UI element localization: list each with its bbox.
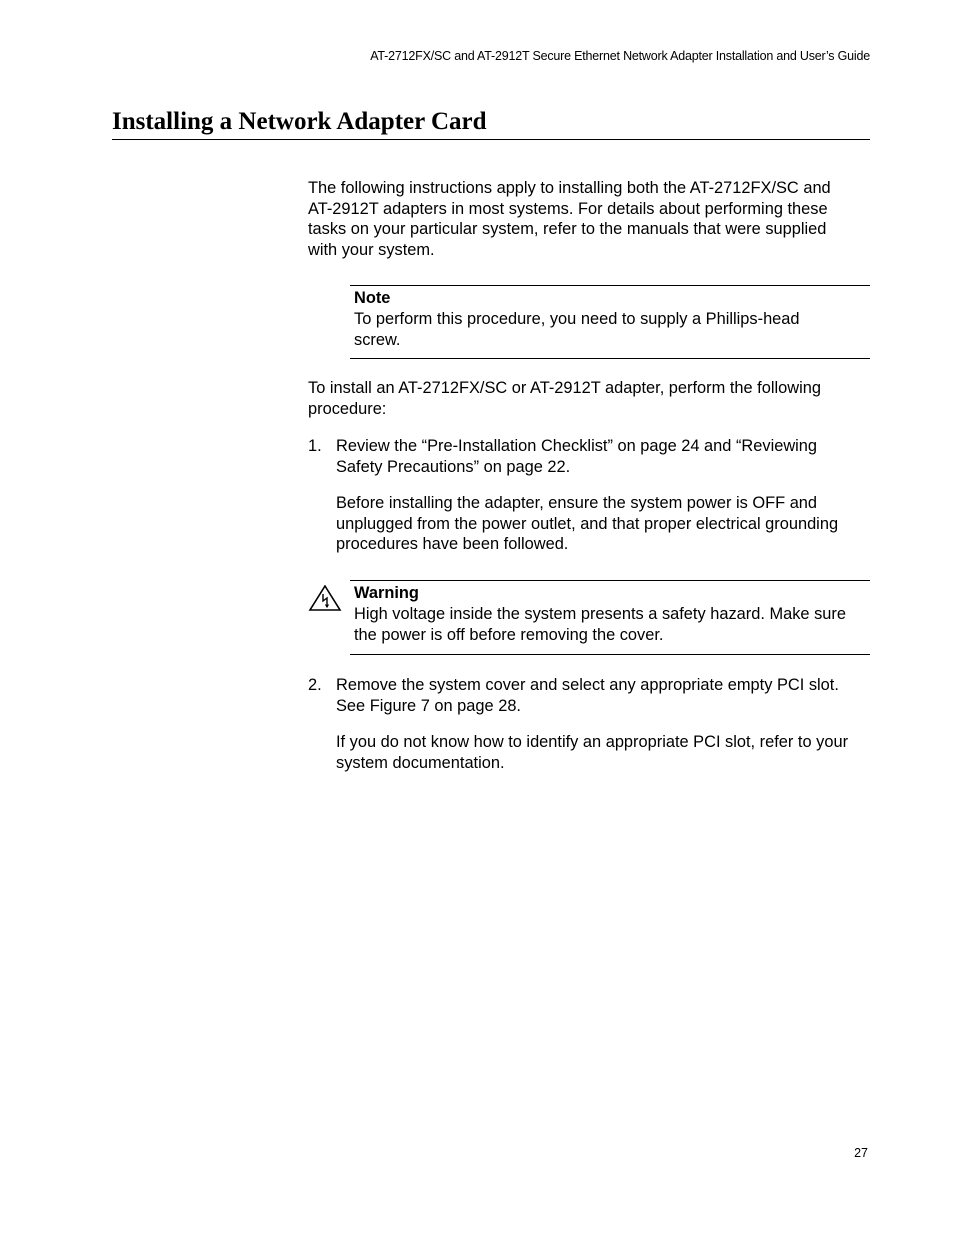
electrical-hazard-icon	[308, 585, 342, 611]
intro-line: AT-2912T adapters in most systems. For details about performing these	[308, 199, 828, 218]
warning-line: High voltage inside the system presents a safety hazard. Make sure	[354, 605, 846, 623]
step-2	[308, 675, 870, 716]
intro-paragraph	[308, 178, 870, 260]
note-box	[350, 285, 870, 359]
title-rule	[112, 139, 870, 140]
note-line: screw.	[354, 331, 401, 349]
step-1-detail	[336, 493, 870, 555]
procedure-intro-line: To install an AT-2712FX/SC or AT-2912T adapter, perform the following	[308, 379, 821, 397]
step-line: Review the “Pre-Installation Checklist” on page 24 and “Reviewing	[336, 437, 818, 455]
step-line: Remove the system cover and select any appropriate empty PCI slot.	[336, 676, 839, 694]
procedure-intro-line: procedure:	[308, 399, 387, 418]
step-detail-line: If you do not know how to identify an appropriate PCI slot, refer to your	[336, 733, 849, 751]
step-detail-line: system documentation.	[336, 753, 505, 772]
procedure-intro	[308, 378, 870, 419]
step-2-detail	[336, 732, 870, 773]
step-detail-line: procedures have been followed.	[336, 535, 569, 553]
note-heading: Note	[354, 289, 391, 307]
step-1	[308, 436, 870, 477]
warning-box	[350, 580, 870, 655]
intro-line: with your system.	[308, 240, 435, 259]
step-detail-line: unplugged from the power outlet, and that proper electrical grounding	[336, 514, 839, 533]
step-line: See Figure 7 on page 28.	[336, 696, 521, 715]
intro-line: The following instructions apply to installing both the AT-2712FX/SC and	[308, 179, 831, 197]
step-number: 2.	[308, 676, 322, 694]
warning-heading: Warning	[354, 584, 419, 602]
page-number: 27	[854, 1146, 868, 1160]
section-title: Installing a Network Adapter Card	[112, 108, 487, 135]
intro-line: tasks on your particular system, refer to the manuals that were supplied	[308, 220, 827, 238]
step-number: 1.	[308, 437, 322, 455]
note-line: To perform this procedure, you need to supply a Phillips-head	[354, 310, 800, 328]
running-header: AT-2712FX/SC and AT-2912T Secure Ethernet Network Adapter Installation and User’s Guide	[370, 49, 870, 63]
warning-line: the power is off before removing the cover.	[354, 626, 664, 644]
step-line: Safety Precautions” on page 22.	[336, 457, 571, 476]
step-detail-line: Before installing the adapter, ensure the system power is OFF and	[336, 494, 818, 512]
